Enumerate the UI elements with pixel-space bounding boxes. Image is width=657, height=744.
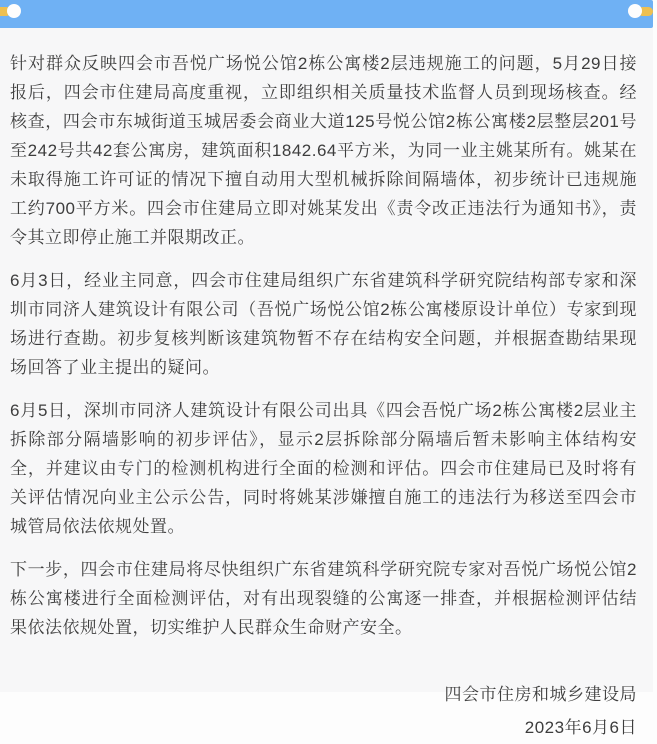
pushpin-head [7,4,21,18]
notice-paragraph-2: 6月3日，经业主同意，四会市住建局组织广东省建筑科学研究院结构部专家和深圳市同济人建筑设计有限公司（吾悦广场悦公馆2栋公寓楼原设计单位）专家到现场进行查勘。初步复核判断该建筑物暂不存在结构安全问题，并根据查勘结果现场回答了业主提出的疑问。 [10,271,637,377]
issuing-authority: 四会市住房和城乡建设局 [444,685,637,704]
pushpin-head [628,4,642,18]
notice-paragraph-3: 6月5日，深圳市同济人建筑设计有限公司出具《四会吾悦广场2栋公寓楼2层业主拆除部分隔墙影响的初步评估》，显示2层拆除部分隔墙后暂未影响主体结构安全，并建议由专门的检测机构进行全面的检测和评估。四会市住建局已及时将有关评估情况向业主公示公告，同时将姚某涉嫌擅自施工的违法行为移送至四会市城管局依法依规处置。 [10,401,637,536]
pushpin-left-icon [0,0,30,24]
notice-paragraph-4: 下一步，四会市住建局将尽快组织广东省建筑科学研究院专家对吾悦广场悦公馆2栋公寓楼进行全面检测评估，对有出现裂缝的公寓逐一排查，并根据检测评估结果依法依规处置，切实维护人民群众生命财产安全。 [10,560,637,637]
note-header-bar [0,0,653,28]
issue-date: 2023年6月6日 [524,718,637,737]
notice-paragraph-1: 针对群众反映四会市吾悦广场悦公馆2栋公寓楼2层违规施工的问题，5月29日接报后，四会市住建局高度重视，立即组织相关质量技术监督人员到现场核查。经核查，四会市东城街道玉城居委会商业大道125号悦公馆2栋公寓楼2层整层201号至242号共42套公寓房，建筑面积1842.64平方米，为同一业主姚某所有。姚某在未取得施工许可证的情况下擅自动用大型机械拆除间隔墙体，初步统计已违规施工约700平方米。四会市住建局立即对姚某发出《责令改正违法行为通知书》，责令其立即停止施工并限期改正。 [10,54,637,247]
pushpin-right-icon [619,0,649,24]
notice-body [0,28,653,744]
signature-block [10,678,637,744]
